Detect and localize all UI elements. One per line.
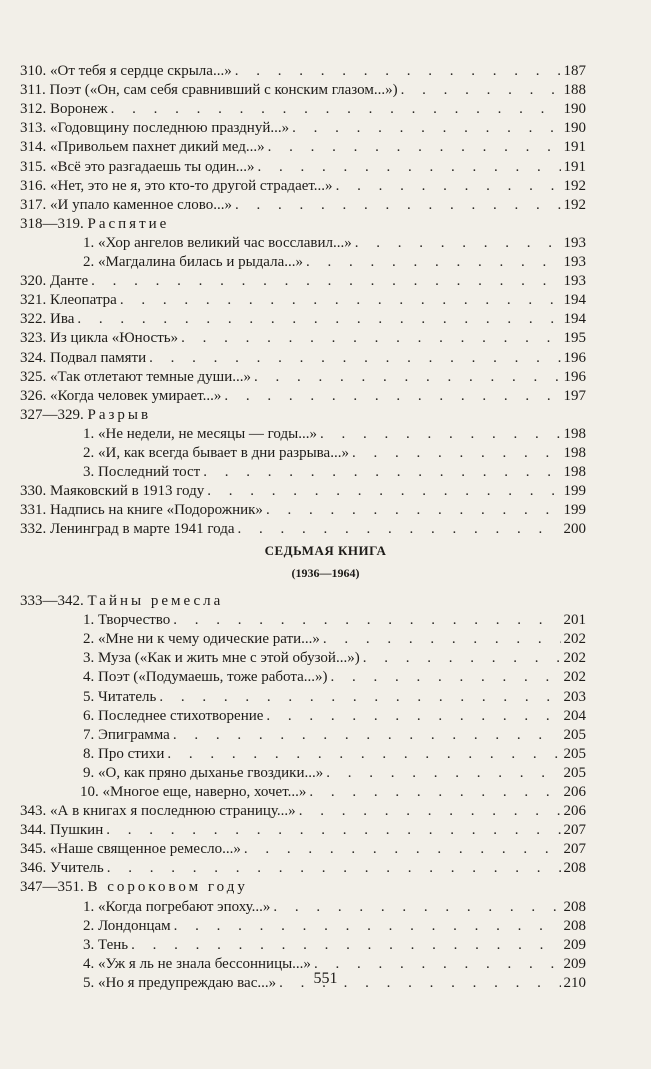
entry-title: 332. Ленинград в марте 1941 года: [20, 521, 235, 538]
contents-entry: [20, 196, 586, 215]
entry-title: 1. «Хор ангелов великий час восславил...»: [83, 234, 352, 251]
entry-title: 2. Лондонцам: [83, 917, 171, 934]
contents-subentry: [20, 726, 586, 745]
entry-page-number: 201: [563, 612, 586, 629]
dot-leader: [224, 387, 560, 406]
cycle-title: В сороковом году: [87, 879, 248, 896]
entry-page-number: 187: [563, 63, 586, 80]
entry-title: 325. «Так отлетают темные души...»: [20, 368, 251, 385]
entry-page-number: 207: [563, 822, 586, 839]
entry-page-number: 202: [563, 650, 586, 667]
dot-leader: [235, 62, 561, 81]
contents-entry: [20, 119, 586, 138]
entry-title: 2. «И, как всегда бывает в дни разрыва...»: [83, 444, 349, 461]
entry-page-number: 203: [563, 688, 586, 705]
dot-leader: [167, 745, 560, 764]
contents-subentry: [20, 936, 586, 955]
entry-title: 3. Тень: [83, 936, 129, 953]
cycle-heading: [20, 592, 586, 611]
dot-leader: [173, 726, 561, 745]
entry-title: 4. «Уж я ль не знала бессонницы...»: [83, 955, 311, 972]
entry-title: 1. «Не недели, не месяцы — годы...»: [83, 425, 317, 442]
contents-entry: [20, 840, 586, 859]
contents-subentry: [20, 783, 586, 802]
entry-page-number: 191: [563, 158, 586, 175]
contents-list-part-1: [20, 62, 586, 539]
dot-leader: [131, 936, 560, 955]
entry-title: 324. Подвал памяти: [20, 349, 147, 366]
contents-entry: [20, 100, 586, 119]
entry-page-number: 194: [563, 311, 586, 328]
entry-title: 316. «Нет, это не я, это кто-то другой страдает...»: [20, 177, 333, 194]
contents-entry: [20, 291, 586, 310]
dot-leader: [273, 898, 560, 917]
entry-title: 345. «Наше священное ремесло...»: [20, 841, 241, 858]
dot-leader: [336, 177, 561, 196]
entry-title: 315. «Всё это разгадаешь ты один...»: [20, 158, 255, 175]
entry-page-number: 190: [563, 120, 586, 137]
dot-leader: [299, 802, 561, 821]
entry-title: 4. Поэт («Подумаешь, тоже работа...»): [83, 669, 328, 686]
contents-subentry: [20, 745, 586, 764]
section-years: (1936—1964): [291, 566, 360, 580]
contents-subentry: [20, 630, 586, 649]
dot-leader: [266, 707, 560, 726]
entry-page-number: 198: [563, 425, 586, 442]
entry-page-number: 197: [563, 387, 586, 404]
dot-leader: [207, 482, 560, 501]
entry-title: 320. Данте: [20, 273, 89, 290]
entry-page-number: 205: [563, 745, 586, 762]
cycle-heading: [20, 215, 586, 234]
entry-page-number: 208: [563, 898, 586, 915]
entry-title: 9. «О, как пряно дыханье гвоздики...»: [83, 764, 324, 781]
cycle-title: Тайны ремесла: [87, 593, 224, 609]
entry-title: 8. Про стихи: [83, 745, 165, 762]
entry-page-number: 191: [563, 139, 586, 156]
entry-page-number: 208: [563, 917, 586, 934]
entry-title: 317. «И упало каменное слово...»: [20, 196, 233, 213]
contents-subentry: [20, 463, 586, 482]
entry-page-number: 205: [563, 726, 586, 743]
dot-leader: [174, 917, 561, 936]
contents-entry: [20, 501, 586, 520]
entry-page-number: 206: [563, 803, 586, 820]
dot-leader: [309, 783, 560, 802]
dot-leader: [306, 253, 561, 272]
entry-page-number: 188: [563, 82, 586, 99]
contents-entry: [20, 387, 586, 406]
contents-subentry: [20, 917, 586, 936]
contents-entry: [20, 62, 586, 81]
entry-page-number: 193: [563, 254, 586, 271]
dot-leader: [330, 668, 560, 687]
entry-title: 1. «Когда погребают эпоху...»: [83, 898, 271, 915]
dot-leader: [326, 764, 560, 783]
contents-entry: [20, 368, 586, 387]
cycle-numbers: 318—319.: [20, 215, 84, 232]
cycle-numbers: 333—342.: [20, 593, 84, 609]
entry-title: 321. Клеопатра: [20, 292, 117, 309]
dot-leader: [352, 444, 561, 463]
entry-page-number: 192: [563, 177, 586, 194]
contents-entry: [20, 157, 586, 176]
dot-leader: [149, 349, 560, 368]
dot-leader: [363, 649, 561, 668]
contents-subentry: [20, 687, 586, 706]
entry-title: 3. Муза («Как и жить мне с этой обузой...»): [83, 650, 360, 667]
cycle-title: Распятие: [87, 215, 170, 232]
contents-subentry: [20, 668, 586, 687]
entry-page-number: 204: [563, 707, 586, 724]
dot-leader: [292, 119, 560, 138]
dot-leader: [244, 840, 561, 859]
entry-title: 346. Учитель: [20, 860, 104, 877]
cycle-heading: [20, 406, 586, 425]
dot-leader: [268, 138, 561, 157]
contents-subentry: [20, 649, 586, 668]
contents-subentry: [20, 234, 586, 253]
contents-subentry: [20, 253, 586, 272]
contents-entry: [20, 348, 586, 367]
entry-title: 5. Читатель: [83, 688, 157, 705]
dot-leader: [258, 158, 561, 177]
entry-page-number: 202: [563, 669, 586, 686]
entry-page-number: 190: [563, 101, 586, 118]
contents-list-part-2: [20, 592, 586, 993]
entry-title: 330. Маяковский в 1913 году: [20, 483, 205, 500]
dot-leader: [323, 630, 561, 649]
entry-title: 323. Из цикла «Юность»: [20, 330, 179, 347]
contents-subentry: [20, 611, 586, 630]
entry-page-number: 196: [563, 349, 586, 366]
entry-title: 312. Воронеж: [20, 101, 108, 118]
entry-title: 1. Творчество: [83, 612, 171, 629]
entry-title: 343. «А в книгах я последнюю страницу...»: [20, 803, 296, 820]
entry-page-number: 194: [563, 292, 586, 309]
dot-leader: [203, 463, 560, 482]
entry-page-number: 192: [563, 196, 586, 213]
dot-leader: [106, 821, 560, 840]
entry-page-number: 209: [563, 936, 586, 953]
entry-page-number: 195: [563, 330, 586, 347]
contents-entry: [20, 859, 586, 878]
dot-leader: [401, 81, 561, 100]
contents-entry: [20, 138, 586, 157]
dot-leader: [320, 425, 561, 444]
contents-subentry: [20, 764, 586, 783]
contents-entry: [20, 821, 586, 840]
entry-page-number: 199: [563, 483, 586, 500]
cycle-heading: [20, 878, 586, 897]
dot-leader: [235, 196, 560, 215]
entry-page-number: 193: [563, 273, 586, 290]
contents-entry: [20, 482, 586, 501]
dot-leader: [120, 291, 561, 310]
dot-leader: [355, 234, 561, 253]
entry-page-number: 200: [563, 521, 586, 538]
entry-title: 313. «Годовщину последнюю празднуй...»: [20, 120, 290, 137]
entry-title: 314. «Привольем пахнет дикий мед...»: [20, 139, 265, 156]
entry-page-number: 208: [563, 860, 586, 877]
contents-entry: [20, 329, 586, 348]
entry-page-number: 206: [563, 784, 586, 801]
entry-title: 3. Последний тост: [83, 464, 201, 481]
entry-page-number: 199: [563, 502, 586, 519]
contents-entry: [20, 81, 586, 100]
entry-page-number: 193: [563, 234, 586, 251]
contents-subentry: [20, 425, 586, 444]
entry-page-number: 198: [563, 444, 586, 461]
entry-title: 10. «Многое еще, наверно, хочет...»: [80, 784, 307, 801]
dot-leader: [77, 310, 560, 329]
dot-leader: [159, 688, 560, 707]
entry-title: 2. «Мне ни к чему одические рати...»: [83, 631, 320, 648]
page-number: 551: [313, 970, 338, 987]
entry-title: 310. «От тебя я сердце скрыла...»: [20, 63, 232, 80]
entry-page-number: 209: [563, 955, 586, 972]
contents-subentry: [20, 444, 586, 463]
cycle-numbers: 327—329.: [20, 406, 84, 423]
contents-entry: [20, 272, 586, 291]
entry-page-number: 202: [563, 631, 586, 648]
dot-leader: [111, 100, 561, 119]
entry-title: 2. «Магдалина билась и рыдала...»: [83, 254, 303, 271]
entry-page-number: 205: [563, 764, 586, 781]
entry-title: 331. Надпись на книге «Подорожник»: [20, 502, 263, 519]
entry-page-number: 196: [563, 368, 586, 385]
entry-page-number: 198: [563, 464, 586, 481]
contents-subentry: [20, 898, 586, 917]
contents-entry: [20, 310, 586, 329]
entry-title: 6. Последнее стихотворение: [83, 707, 264, 724]
dot-leader: [181, 329, 560, 348]
entry-title: 7. Эпиграмма: [83, 726, 170, 743]
cycle-numbers: 347—351.: [20, 879, 84, 896]
cycle-title: Разрыв: [87, 406, 152, 423]
dot-leader: [238, 520, 561, 539]
entry-title: 5. «Но я предупреждаю вас...»: [83, 974, 277, 991]
contents-entry: [20, 177, 586, 196]
contents-entry: [20, 520, 586, 539]
section-title: СЕДЬМАЯ КНИГА: [264, 543, 387, 558]
entry-title: 322. Ива: [20, 311, 75, 328]
entry-title: 344. Пушкин: [20, 822, 104, 839]
dot-leader: [107, 859, 561, 878]
entry-title: 311. Поэт («Он, сам себя сравнивший с конским глазом...»): [20, 82, 398, 99]
contents-subentry: [20, 707, 586, 726]
entry-page-number: 207: [563, 841, 586, 858]
dot-leader: [254, 368, 561, 387]
entry-page-number: 210: [563, 974, 586, 991]
entry-title: 326. «Когда человек умирает...»: [20, 387, 222, 404]
contents-entry: [20, 802, 586, 821]
dot-leader: [173, 611, 560, 630]
dot-leader: [91, 272, 560, 291]
dot-leader: [266, 501, 561, 520]
